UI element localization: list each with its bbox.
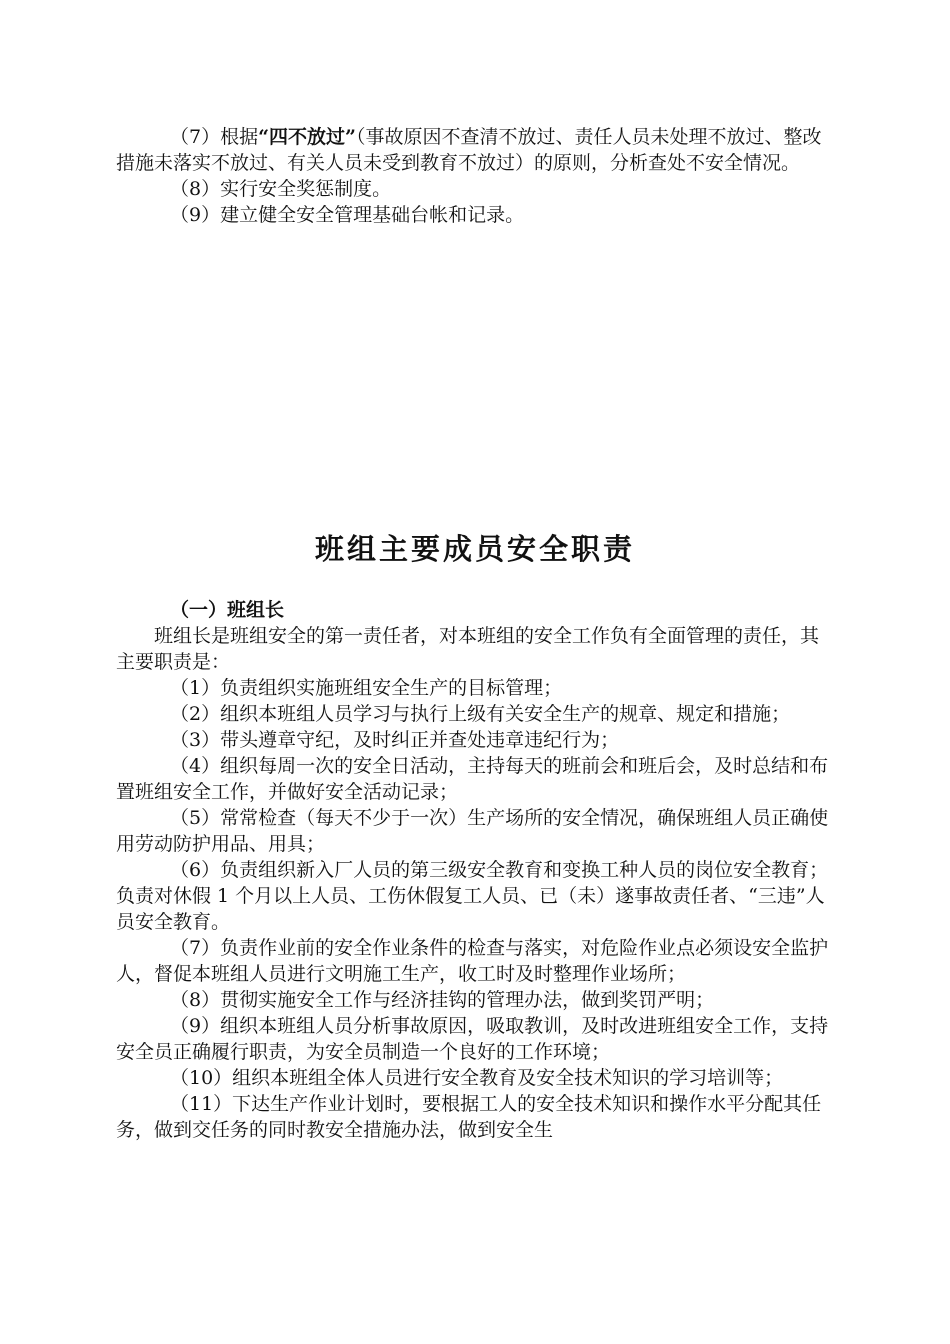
item-8-paragraph: （8）实行安全奖惩制度。 <box>170 178 392 200</box>
list-item: （2）组织本班组人员学习与执行上级有关安全生产的规章、规定和措施； <box>170 703 791 725</box>
section-subtitle: （一）班组长 <box>170 599 285 621</box>
list-item: （10）组织本班组全体人员进行安全教育及安全技术知识的学习培训等； <box>170 1067 784 1089</box>
list-item: （11）下达生产作业计划时，要根据工人的安全技术知识和操作水平分配其任务，做到交任务的同时教安全措施办法，做到安全生 <box>116 1093 822 1141</box>
list-item: （6）负责组织新入厂人员的第三级安全教育和变换工种人员的岗位安全教育；负责对休假 1 个月以上人员、工伤休假复工人员、已（未）遂事故责任者、“三违”人员安全教育。 <box>116 859 829 933</box>
list-item: （1）负责组织实施班组安全生产的目标管理； <box>170 677 563 699</box>
list-item: （3）带头遵章守纪，及时纠正并查处违章违纪行为； <box>170 729 620 751</box>
list-item: （9）组织本班组人员分析事故原因，吸取教训，及时改进班组安全工作，支持安全员正确履行职责，为安全员制造一个良好的工作环境； <box>116 1015 829 1063</box>
list-item: （8）贯彻实施安全工作与经济挂钩的管理办法，做到奖罚严明； <box>170 989 715 1011</box>
section-leader <box>116 597 832 1143</box>
page-title: 班组主要成员安全职责 <box>314 532 635 566</box>
top-section <box>116 124 832 228</box>
item-7-prefix: （7）根据 <box>170 126 259 148</box>
item-9-paragraph: （9）建立健全安全管理基础台帐和记录。 <box>170 204 525 226</box>
list-item: （4）组织每周一次的安全日活动，主持每天的班前会和班后会，及时总结和布置班组安全工作，并做好安全活动记录； <box>116 755 829 803</box>
list-item: （5）常常检查（每天不少于一次）生产场所的安全情况，确保班组人员正确使用劳动防护用品、用具； <box>116 807 829 855</box>
item-7-paragraph <box>116 124 832 176</box>
list-item: （7）负责作业前的安全作业条件的检查与落实，对危险作业点必须设安全监护人，督促本班组人员进行文明施工生产，收工时及时整理作业场所； <box>116 937 829 985</box>
item-7-emphasis: “四不放过” <box>258 126 356 148</box>
item-7-rest: （事故原因不查清不放过、责任人员未处理不放过、整改措施未落实不放过、有关人员未受到教育不放过）的原则，分析查处不安全情况。 <box>116 126 822 174</box>
section-intro: 班组长是班组安全的第一责任者，对本班组的安全工作负有全面管理的责任，其主要职责是： <box>116 625 820 673</box>
